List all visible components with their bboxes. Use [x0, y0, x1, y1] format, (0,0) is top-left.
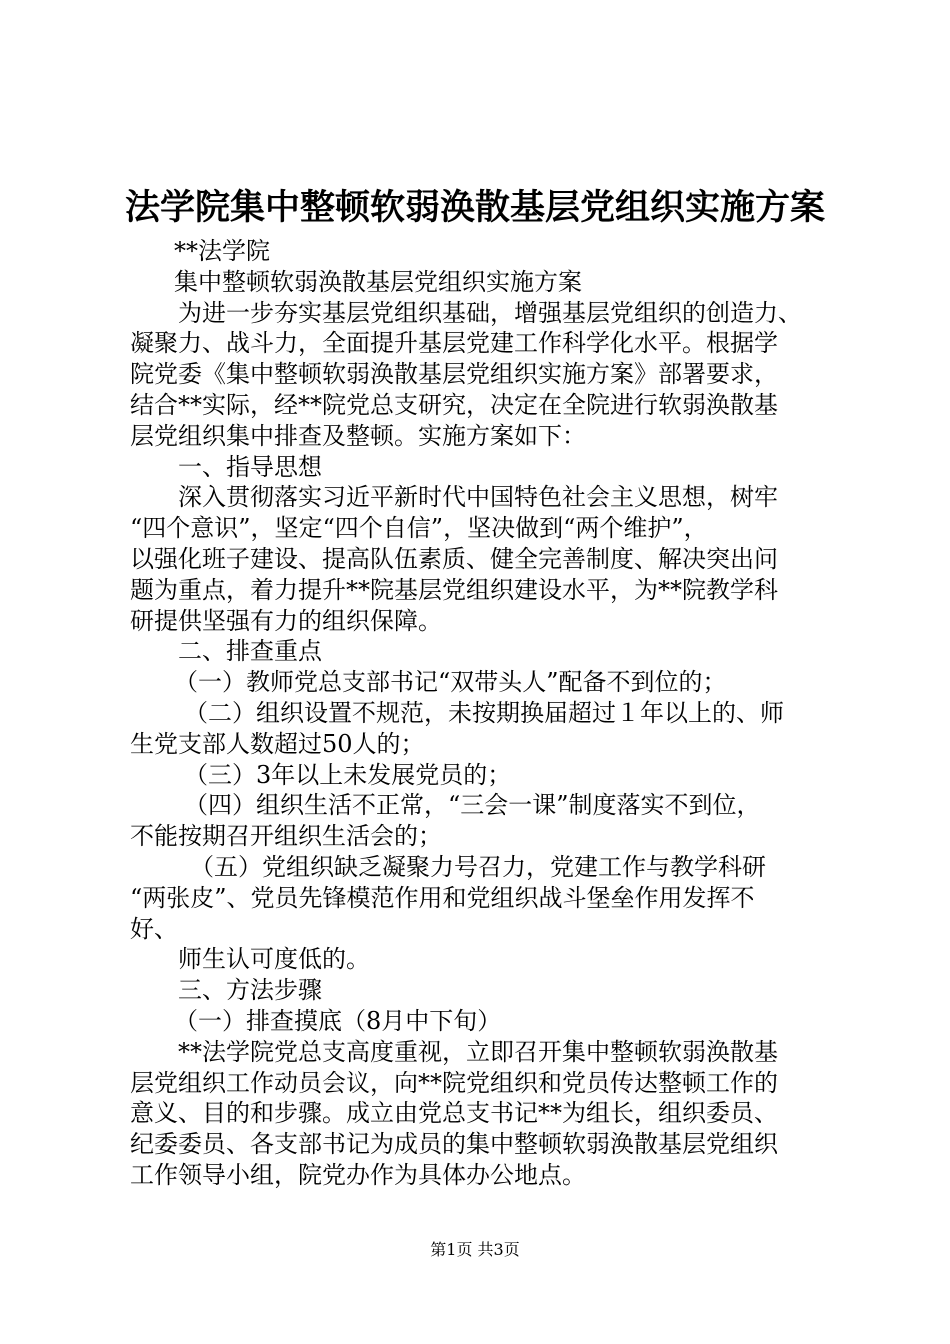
text-line: **法学院: [174, 237, 270, 265]
text-line: （四）组织生活不正常，“三会一课”制度落实不到位，: [184, 791, 761, 820]
text-line: （三）3年以上未发展党员的；: [184, 760, 512, 789]
text-line: 二、排查重点: [178, 637, 322, 666]
text-line: 工作领导小组，院党办作为具体办公地点。: [130, 1160, 586, 1189]
document-body: [130, 236, 850, 1191]
text-line: 题为重点，着力提升**院基层党组织建设水平，为**院教学科: [130, 575, 778, 604]
text-line: “四个意识”，坚定“四个自信”，坚决做到“两个维护”，: [130, 514, 708, 543]
text-line: 深入贯彻落实习近平新时代中国特色社会主义思想，树牢: [178, 483, 778, 512]
text-line: 凝聚力、战斗力，全面提升基层党建工作科学化水平。根据学: [130, 329, 778, 358]
text-line: 研提供坚强有力的组织保障。: [130, 606, 442, 635]
text-line: 为进一步夯实基层党组织基础，增强基层党组织的创造力、: [178, 298, 802, 327]
text-line: 生党支部人数超过50人的；: [130, 729, 425, 758]
document-title: 法学院集中整顿软弱涣散基层党组织实施方案: [124, 188, 825, 228]
text-line: （一）教师党总支部书记“双带头人”配备不到位的；: [174, 668, 727, 697]
text-line: 院党委《集中整顿软弱涣散基层党组织实施方案》部署要求，: [130, 360, 778, 389]
text-line: 一、指导思想: [178, 452, 322, 481]
text-line: 三、方法步骤: [178, 976, 322, 1005]
text-line: 层党组织工作动员会议，向**院党组织和党员传达整顿工作的: [130, 1068, 778, 1097]
text-line: 师生认可度低的。: [178, 945, 370, 974]
text-line: 结合**实际，经**院党总支研究，决定在全院进行软弱涣散基: [130, 390, 778, 419]
text-line: 以强化班子建设、提高队伍素质、健全完善制度、解决突出问: [130, 544, 778, 573]
text-line: 集中整顿软弱涣散基层党组织实施方案: [174, 267, 582, 296]
text-line: “两张皮”、党员先锋模范作用和党组织战斗堡垒作用发挥不: [130, 883, 755, 912]
text-line: 好、: [130, 914, 178, 943]
text-line: 意义、目的和步骤。成立由党总支书记**为组长，组织委员、: [130, 1099, 778, 1128]
text-line: （五）党组织缺乏凝聚力号召力，党建工作与教学科研: [190, 852, 766, 881]
text-line: 纪委委员、各支部书记为成员的集中整顿软弱涣散基层党组织: [130, 1130, 778, 1159]
text-line: **法学院党总支高度重视，立即召开集中整顿软弱涣散基: [178, 1037, 778, 1066]
text-line: 层党组织集中排查及整顿。实施方案如下：: [130, 421, 586, 450]
text-line: 不能按期召开组织生活会的；: [130, 822, 442, 851]
text-line: （二）组织设置不规范，未按期换届超过１年以上的、师: [184, 698, 784, 727]
text-line: （一）排查摸底（8月中下旬）: [174, 1006, 502, 1035]
page-footer: 第1页 共3页: [430, 1240, 520, 1259]
